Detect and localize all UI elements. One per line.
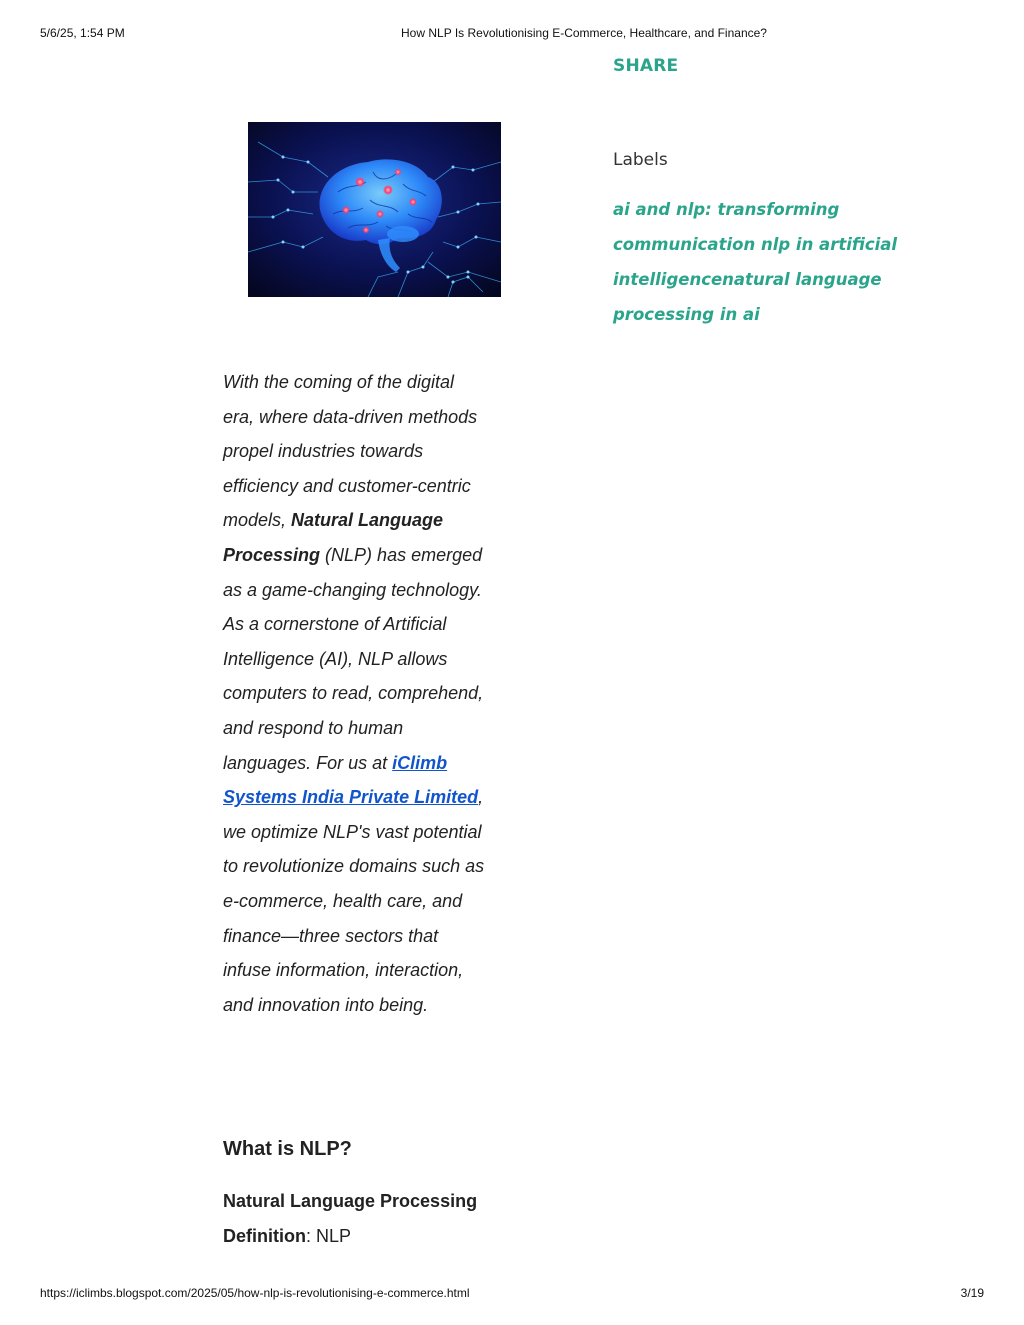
- print-page-title: How NLP Is Revolutionising E-Commerce, Healthcare, and Finance?: [401, 26, 767, 40]
- print-datetime: 5/6/25, 1:54 PM: [40, 26, 125, 40]
- brain-circuit-image: [248, 122, 501, 297]
- labels-list: [613, 192, 983, 332]
- definition-label: Natural Language Processing Definition: [223, 1191, 478, 1246]
- nlp-emphasis: Natural Language Processing: [223, 510, 444, 565]
- label-link-ai-and-nlp[interactable]: ai and nlp: transforming communication: [613, 200, 840, 254]
- label-link-nlp-processing[interactable]: natural language processing in ai: [613, 270, 882, 324]
- intro-text-end: , we optimize NLP's vast potential to revolutionize domains such as e-commerce, health care, and finance—three sectors that infuse information, interaction, and innovation into being.: [223, 787, 485, 1015]
- iclimb-link[interactable]: iClimb Systems India Private Limited: [223, 752, 479, 808]
- intro-text-continued: (NLP) has emerged as a game-changing technology. As a cornerstone of Artificial Intelligence (AI), NLP allows computers to read, comprehend, and respond to human languages. For us at: [223, 544, 484, 773]
- label-link-nlp-in-ai[interactable]: nlp in artificial intelligence: [613, 235, 898, 289]
- article-intro: [223, 365, 488, 1022]
- print-url: https://iclimbs.blogspot.com/2025/05/how-nlp-is-revolutionising-e-commerce.html: [40, 1286, 470, 1300]
- labels-heading: Labels: [613, 150, 668, 170]
- definition-paragraph: [223, 1184, 488, 1254]
- intro-paragraph: [223, 365, 488, 1022]
- intro-text: With the coming of the digital era, where data-driven methods propel industries towards efficiency and customer-centric models,: [223, 372, 478, 531]
- share-button[interactable]: SHARE: [613, 56, 679, 76]
- section-heading: What is NLP?: [223, 1138, 352, 1160]
- print-page-number: 3/19: [960, 1286, 984, 1300]
- definition-text: : NLP: [306, 1226, 352, 1246]
